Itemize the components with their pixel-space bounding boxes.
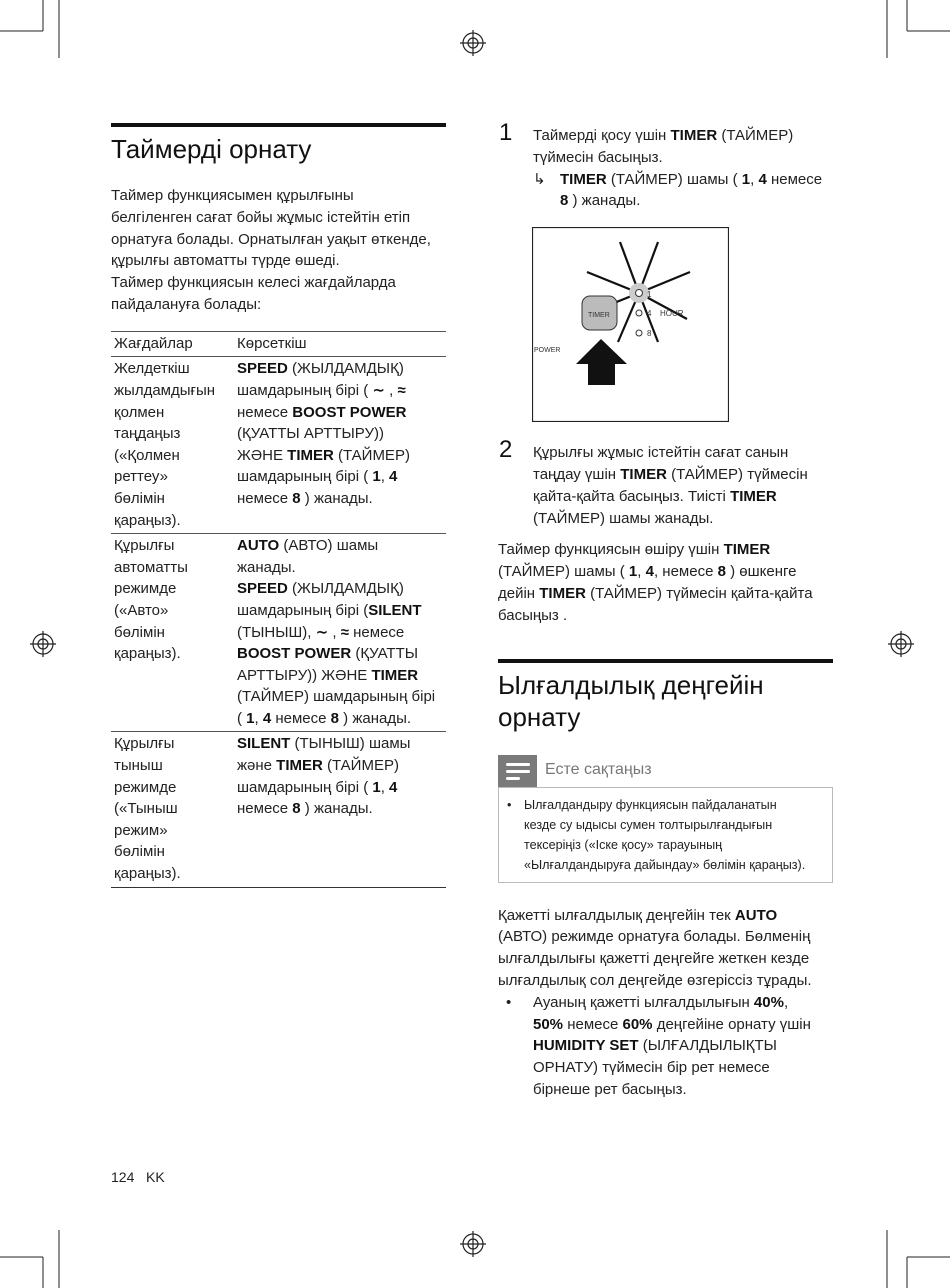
text-segment: (ТЫНЫШ), [237, 623, 316, 641]
text-line [498, 539, 843, 561]
condition-line: («Қолмен [114, 446, 180, 464]
text-segment: , [328, 623, 341, 641]
text-segment: шамдарының бірі ( [237, 601, 369, 619]
table-header-row [111, 331, 446, 357]
text-line [533, 1057, 843, 1079]
text-line [498, 970, 843, 992]
bold-term: 4 [389, 468, 398, 486]
text-segment: шамдарының бірі ( [237, 381, 373, 399]
text-line [111, 207, 446, 229]
text-line [237, 488, 446, 510]
right-column [498, 118, 843, 1101]
bold-term: 40% [753, 993, 784, 1011]
text-line [237, 423, 446, 445]
bold-term: TIMER [730, 487, 777, 505]
bold-term: TIMER [371, 666, 419, 684]
text-line [111, 294, 446, 316]
text-segment: басыңыз . [498, 606, 568, 624]
bold-term: BOOST POWER [237, 645, 352, 663]
text-line [237, 622, 446, 644]
bold-term: ∼ [372, 381, 385, 399]
text-segment: АРТТЫРУ)) ЖӘНЕ [237, 666, 372, 684]
text-segment: немесе [348, 623, 405, 641]
condition-line: («Авто» [114, 601, 169, 619]
note-icon [498, 755, 537, 787]
bold-term: 8 [717, 563, 726, 581]
text-line [237, 733, 446, 755]
condition-line: қараңыз). [114, 511, 181, 529]
indicator-cell [234, 534, 446, 732]
bold-term: ≈ [340, 623, 349, 641]
text-line [111, 272, 446, 294]
condition-line: режимде [114, 580, 177, 598]
bold-term: 1 [372, 468, 381, 486]
text-segment: дейін [498, 584, 540, 602]
text-segment: бірнеше рет басыңыз. [533, 1080, 687, 1098]
text-line [237, 686, 446, 708]
text-segment: шамдарының бірі ( [237, 778, 373, 796]
text-segment: (ТАЙМЕР) шамы жанады. [533, 509, 714, 527]
text-line [237, 402, 446, 424]
bold-term: SPEED [237, 360, 288, 378]
text-segment: немесе [563, 1015, 623, 1033]
text-segment: ) жанады. [300, 800, 373, 818]
condition-line: қараңыз). [114, 645, 181, 663]
step-number: 2 [499, 436, 513, 464]
text-segment: Таймерді қосу үшін [533, 127, 671, 144]
text-segment: (ТАЙМЕР) [333, 446, 410, 464]
bold-term: 8 [292, 800, 301, 818]
step-number: 1 [499, 119, 513, 146]
text-segment: жанады. [237, 558, 296, 576]
text-segment: (ТАЙМЕР) шамдарының бірі [237, 688, 436, 706]
text-line [533, 147, 843, 169]
text-line [533, 464, 843, 486]
text-line [237, 535, 446, 557]
text-segment: (ТАЙМЕР) шамы ( [606, 170, 742, 188]
hour-label: HOUR [660, 309, 684, 319]
title-line: Ылғалдылық деңгейін [498, 669, 764, 700]
bold-term: ∼ [315, 623, 329, 641]
text-segment: пайдалануға болады: [111, 295, 262, 313]
bold-term: 8 [330, 709, 340, 727]
text-segment: немесе [237, 800, 293, 818]
note-box [498, 787, 833, 883]
text-line [111, 250, 446, 272]
text-line [237, 445, 446, 467]
text-line [237, 643, 446, 665]
text-segment: қайта-қайта басыңыз. Тиісті [533, 487, 731, 505]
text-segment: (ТАЙМЕР) шамы ( [498, 563, 629, 581]
bold-term: 4 [262, 709, 272, 727]
timer-off-text [498, 539, 843, 626]
column-header: Көрсеткіш [237, 334, 307, 352]
text-segment: , немесе [653, 563, 718, 581]
text-line [237, 358, 446, 380]
step-1-result-block [533, 169, 843, 213]
text-segment: немесе [766, 170, 823, 188]
condition-line: таңдаңыз [114, 425, 181, 443]
text-segment: , [384, 381, 398, 399]
condition-line: реттеу» [114, 468, 168, 486]
section-title-humidity [498, 669, 843, 733]
bold-term: TIMER [560, 170, 607, 188]
text-segment: , [783, 993, 789, 1011]
text-line [237, 777, 446, 799]
condition-line: Желдеткіш [114, 360, 190, 378]
text-segment: (ТАЙМЕР) [717, 127, 794, 144]
humidity-bullet [506, 992, 843, 1101]
bold-term: 1 [372, 778, 381, 796]
condition-line: бөлімін [114, 623, 165, 641]
bold-term: AUTO [237, 537, 280, 555]
text-segment: (ТАЙМЕР) түймесін [666, 465, 808, 483]
bold-term: 1 [741, 170, 751, 188]
text-line [237, 578, 446, 600]
text-segment: (ТАЙМЕР) [322, 757, 399, 775]
condition-line: Құрылғы [114, 537, 175, 555]
condition-line: Құрылғы [114, 735, 175, 753]
text-segment: ) өшкенге [725, 563, 797, 581]
condition-line: қараңыз). [114, 865, 181, 883]
text-segment: Таймер функциясын өшіру үшін [498, 541, 724, 559]
text-line [498, 926, 843, 948]
bullet: • [507, 797, 512, 812]
text-line [237, 798, 446, 820]
timer-intro [111, 185, 446, 316]
power-label: POWER [534, 347, 561, 355]
text-line [533, 442, 843, 464]
bold-term: HUMIDITY SET [533, 1037, 639, 1055]
text-line [560, 169, 843, 191]
text-segment: Таймер функциясымен құрылғыны [111, 187, 354, 204]
text-segment: ылғалдылығы қажетті деңгейге жеткен кезде [498, 950, 810, 968]
table-row [111, 534, 446, 732]
section-rule [111, 123, 446, 127]
column-header: Жағдайлар [114, 334, 193, 352]
text-segment: шамдарының бірі ( [237, 468, 373, 486]
title-line: орнату [498, 701, 581, 732]
condition-line: қолмен [114, 403, 165, 421]
indicator-cell [234, 357, 446, 534]
result-arrow-icon: ↳ [533, 170, 546, 188]
bold-term: TIMER [670, 127, 718, 144]
bullet: • [506, 993, 512, 1011]
condition-line: бөлімін [114, 843, 165, 861]
condition-line: автоматты [114, 558, 188, 576]
humidity-body [498, 905, 843, 992]
note-text [524, 795, 828, 875]
text-segment: немесе [271, 709, 331, 727]
condition-cell [111, 534, 234, 732]
text-segment: (ЫЛҒАЛДЫЛЫҚТЫ [638, 1037, 777, 1055]
page-footer [111, 1169, 165, 1185]
text-segment: , [254, 709, 263, 727]
bold-term: 4 [758, 170, 767, 188]
bold-term: 1 [246, 709, 255, 727]
left-column [111, 123, 446, 888]
step-1-text [533, 125, 843, 169]
text-line [237, 665, 446, 687]
step-1-result [560, 169, 843, 213]
step-1 [498, 119, 843, 169]
humidity-bullet-text [533, 992, 843, 1101]
table-row [111, 357, 446, 534]
text-line [237, 708, 446, 730]
hour-label-8: 8 [647, 329, 652, 339]
text-line [237, 755, 446, 777]
text-line [237, 380, 446, 402]
condition-line: тыныш [114, 757, 163, 775]
text-segment: таңдау үшін [533, 465, 621, 483]
text-line [498, 948, 843, 970]
condition-line: жылдамдығын [114, 381, 216, 399]
text-segment: (АВТО) шамы [279, 537, 379, 555]
text-segment: , [637, 563, 646, 581]
text-line [533, 992, 843, 1014]
hour-label-1: 1 [647, 290, 652, 300]
text-segment: (ТАЙМЕР) түймесін қайта-қайта [585, 584, 813, 602]
note-line: кезде су ыдысы сумен толтырылғандығын [524, 817, 773, 832]
note-line: Ылғалдандыру функциясын пайдаланатын [524, 797, 777, 812]
text-line [111, 185, 446, 207]
bold-term: 8 [292, 489, 301, 507]
text-segment: немесе [237, 489, 293, 507]
timer-button-label: TIMER [588, 312, 610, 320]
text-line [533, 508, 843, 530]
step-2-text [533, 442, 843, 529]
section-title-timer: Таймерді орнату [111, 134, 312, 164]
bold-term: BOOST POWER [292, 403, 407, 421]
text-line [533, 125, 843, 147]
bold-term: AUTO [734, 906, 778, 924]
text-segment: ОРНАТУ) түймесін бір рет немесе [533, 1059, 770, 1077]
text-segment: құрылғы автоматты түрде өшеді. [111, 252, 340, 270]
bold-term: TIMER [539, 584, 586, 602]
bold-term: 8 [560, 192, 569, 210]
text-segment: түймесін басыңыз. [533, 148, 663, 166]
text-segment: (ТЫНЫШ) шамы [290, 735, 411, 753]
note-line: «Ылғалдандыруға дайындау» бөлімін қараңыз). [524, 857, 806, 872]
text-line [533, 1014, 843, 1036]
text-segment: , [380, 468, 390, 486]
bold-term: 60% [622, 1015, 653, 1033]
bold-term: ≈ [397, 381, 406, 399]
page-number: 124 [111, 1169, 135, 1185]
text-segment: немесе [237, 403, 293, 421]
text-line [533, 486, 843, 508]
bold-term: 1 [628, 563, 638, 581]
condition-line: («Тыныш [114, 800, 178, 818]
bold-term: 50% [533, 1015, 564, 1033]
text-segment: ылғалдылық сол деңгейде өзгеріссіз тұрады. [498, 971, 812, 989]
text-line [111, 229, 446, 251]
section-rule [498, 659, 833, 663]
text-line [533, 1035, 843, 1057]
condition-line: режимде [114, 778, 177, 796]
timer-button-diagram [532, 227, 729, 422]
bold-term: SILENT [237, 735, 291, 753]
text-line [498, 583, 843, 605]
note-header [498, 755, 843, 787]
condition-cell [111, 732, 234, 887]
text-segment: Таймер функциясын келесі жағдайларда [111, 274, 396, 292]
text-segment: , [380, 778, 390, 796]
hour-label-4: 4 [647, 309, 652, 319]
text-line [237, 600, 446, 622]
bold-term: 4 [389, 778, 398, 796]
bold-term: SILENT [368, 601, 422, 619]
bold-term: TIMER [723, 541, 771, 559]
condition-cell [111, 357, 234, 534]
text-segment: (ҚУАТТЫ [351, 645, 419, 663]
text-segment: (ҚУАТТЫ АРТТЫРУ)) [237, 425, 384, 443]
step-2 [498, 436, 843, 529]
text-line [533, 1079, 843, 1101]
condition-line: бөлімін [114, 489, 165, 507]
table-row [111, 732, 446, 887]
text-segment: (АВТО) режимде орнатуға болады. Бөлменің [498, 928, 811, 946]
text-segment: (ЖЫЛДАМДЫҚ) [287, 360, 404, 378]
note-line: тексеріңіз («Іске қосу» тарауының [524, 837, 723, 852]
text-segment: деңгейіне орнату үшін [652, 1015, 811, 1033]
text-segment: ( [237, 709, 247, 727]
indicator-cell [234, 732, 446, 887]
text-segment: Құрылғы жұмыс істейтін сағат санын [533, 444, 789, 462]
text-segment: ЖӘНЕ [237, 446, 288, 464]
text-line [237, 466, 446, 488]
bold-term: TIMER [276, 757, 323, 775]
language-code: KK [146, 1169, 165, 1185]
text-segment: (ЖЫЛДАМДЫҚ) [287, 580, 404, 598]
text-line [237, 557, 446, 579]
text-segment: Қажетті ылғалдылық деңгейін тек [498, 906, 735, 924]
text-line [560, 190, 843, 212]
text-segment: белгіленген сағат бойы жұмыс істейтін етіп [111, 208, 411, 226]
text-segment: орнатуға болады. Орнатылған уақыт өткенде, [111, 230, 431, 248]
note-title: Есте сақтаңыз [545, 760, 652, 778]
text-segment: ) жанады. [568, 192, 641, 210]
bold-term: SPEED [237, 580, 288, 598]
condition-line: режим» [114, 821, 168, 839]
text-segment: , [750, 170, 759, 188]
text-segment: Ауаның қажетті ылғалдылығын [533, 993, 754, 1011]
text-segment: ) жанады. [339, 709, 412, 727]
text-line [498, 905, 843, 927]
bold-term: TIMER [287, 446, 334, 464]
bold-term: TIMER [620, 465, 667, 483]
text-line [498, 605, 843, 627]
text-segment: және [237, 757, 277, 775]
text-line [498, 561, 843, 583]
bold-term: 4 [645, 563, 654, 581]
conditions-table [111, 331, 446, 888]
text-segment: ) жанады. [300, 489, 373, 507]
